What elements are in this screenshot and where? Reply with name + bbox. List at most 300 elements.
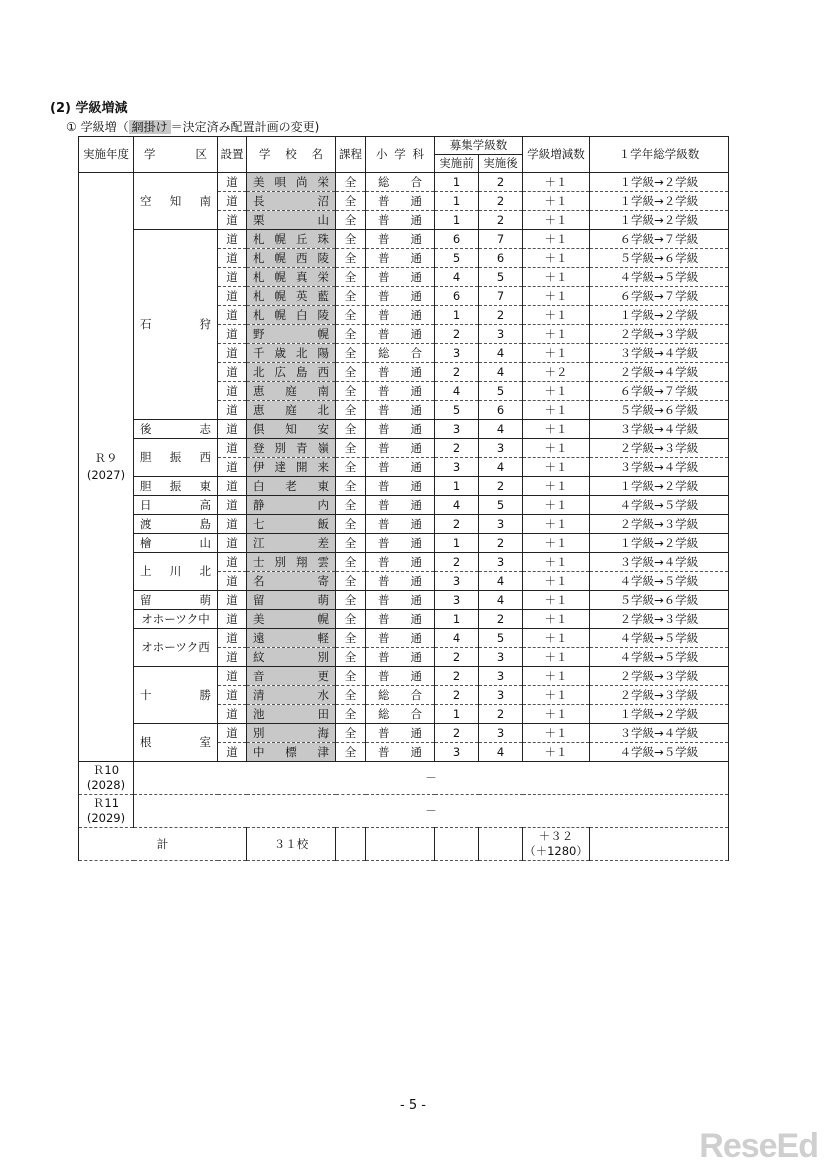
- setup-cell: 道: [218, 401, 247, 420]
- course-cell: 全: [336, 230, 366, 249]
- before-cell: 2: [435, 515, 479, 534]
- setup-cell: 道: [218, 515, 247, 534]
- course-cell: 全: [336, 743, 366, 762]
- school-name-cell: 札 幌 白 陵: [247, 306, 336, 325]
- district-cell: オホーツク西: [134, 629, 218, 667]
- district-cell: 上 川 北: [134, 553, 218, 591]
- dept-cell: 普 通: [366, 629, 435, 648]
- after-cell: 6: [479, 401, 523, 420]
- after-cell: 4: [479, 344, 523, 363]
- change-cell: ＋１: [523, 534, 590, 553]
- col-district: 学 区: [134, 137, 218, 173]
- course-cell: 全: [336, 439, 366, 458]
- dept-cell: 普 通: [366, 192, 435, 211]
- after-cell: 4: [479, 572, 523, 591]
- setup-cell: 道: [218, 572, 247, 591]
- before-cell: 2: [435, 667, 479, 686]
- subheading-suffix: ＝決定済み配置計画の変更): [170, 120, 320, 134]
- district-cell: 十 勝: [134, 667, 218, 724]
- before-cell: 1: [435, 705, 479, 724]
- change-cell: ＋１: [523, 515, 590, 534]
- col-year: 実施年度: [79, 137, 134, 173]
- table-row: [79, 439, 729, 458]
- course-cell: 全: [336, 344, 366, 363]
- class-increase-table: [78, 136, 729, 861]
- district-cell: 檜 山: [134, 534, 218, 553]
- col-setup: 設置: [218, 137, 247, 173]
- before-cell: 3: [435, 458, 479, 477]
- dept-cell: 普 通: [366, 268, 435, 287]
- setup-cell: 道: [218, 173, 247, 192]
- district-cell: 胆 振 東: [134, 477, 218, 496]
- after-cell: 3: [479, 515, 523, 534]
- col-dept: 小 学 科: [366, 137, 435, 173]
- total-classes-cell: ３学級→４学級: [590, 724, 729, 743]
- empty-year-row: [79, 795, 729, 828]
- empty-year-row: [79, 762, 729, 795]
- before-cell: 5: [435, 249, 479, 268]
- total-schools: ３１校: [247, 828, 336, 861]
- total-classes-cell: ２学級→３学級: [590, 610, 729, 629]
- total-classes-cell: ３学級→４学級: [590, 553, 729, 572]
- course-cell: 全: [336, 553, 366, 572]
- dept-cell: 普 通: [366, 648, 435, 667]
- section-heading: (2) 学級増減: [50, 101, 128, 116]
- after-cell: 2: [479, 192, 523, 211]
- table-row: [79, 230, 729, 249]
- table-row: [79, 610, 729, 629]
- dept-cell: 普 通: [366, 515, 435, 534]
- course-cell: 全: [336, 572, 366, 591]
- blank-cell: [366, 828, 435, 861]
- dept-cell: 普 通: [366, 420, 435, 439]
- school-name-cell: 江 差: [247, 534, 336, 553]
- before-cell: 1: [435, 534, 479, 553]
- after-cell: 3: [479, 667, 523, 686]
- school-name-cell: 池 田: [247, 705, 336, 724]
- course-cell: 全: [336, 515, 366, 534]
- school-name-cell: 静 内: [247, 496, 336, 515]
- total-classes-cell: ４学級→５学級: [590, 268, 729, 287]
- total-classes-cell: ３学級→４学級: [590, 420, 729, 439]
- school-name-cell: 恵 庭 北: [247, 401, 336, 420]
- dept-cell: 普 通: [366, 401, 435, 420]
- total-classes-cell: ３学級→４学級: [590, 344, 729, 363]
- course-cell: 全: [336, 249, 366, 268]
- change-cell: ＋１: [523, 211, 590, 230]
- col-school: 学 校 名: [247, 137, 336, 173]
- change-cell: ＋１: [523, 629, 590, 648]
- after-cell: 2: [479, 705, 523, 724]
- total-classes-cell: １学級→２学級: [590, 477, 729, 496]
- setup-cell: 道: [218, 553, 247, 572]
- total-classes-cell: １学級→２学級: [590, 173, 729, 192]
- course-cell: 全: [336, 173, 366, 192]
- dept-cell: 普 通: [366, 211, 435, 230]
- dept-cell: 普 通: [366, 534, 435, 553]
- before-cell: 4: [435, 382, 479, 401]
- total-classes-cell: ２学級→３学級: [590, 667, 729, 686]
- course-cell: 全: [336, 496, 366, 515]
- course-cell: 全: [336, 306, 366, 325]
- before-cell: 3: [435, 743, 479, 762]
- total-classes-cell: ５学級→６学級: [590, 591, 729, 610]
- school-name-cell: 七 飯: [247, 515, 336, 534]
- table-row: [79, 724, 729, 743]
- empty-value-cell: －: [134, 762, 729, 795]
- change-cell: ＋１: [523, 325, 590, 344]
- setup-cell: 道: [218, 325, 247, 344]
- total-classes-cell: １学級→２学級: [590, 534, 729, 553]
- school-name-cell: 美 唄 尚 栄: [247, 173, 336, 192]
- change-cell: ＋１: [523, 458, 590, 477]
- change-cell: ＋１: [523, 610, 590, 629]
- change-cell: ＋１: [523, 173, 590, 192]
- setup-cell: 道: [218, 648, 247, 667]
- course-cell: 全: [336, 705, 366, 724]
- change-cell: ＋１: [523, 249, 590, 268]
- school-name-cell: 札 幌 真 栄: [247, 268, 336, 287]
- after-cell: 5: [479, 629, 523, 648]
- col-change: 学級増減数: [523, 137, 590, 173]
- table-row: [79, 515, 729, 534]
- course-cell: 全: [336, 382, 366, 401]
- district-cell: 後 志: [134, 420, 218, 439]
- setup-cell: 道: [218, 192, 247, 211]
- course-cell: 全: [336, 477, 366, 496]
- school-name-cell: 千 歳 北 陽: [247, 344, 336, 363]
- total-classes-cell: ２学級→３学級: [590, 686, 729, 705]
- empty-value-cell: －: [134, 795, 729, 828]
- total-classes-cell: ４学級→５学級: [590, 572, 729, 591]
- setup-cell: 道: [218, 382, 247, 401]
- after-cell: 2: [479, 477, 523, 496]
- setup-cell: 道: [218, 705, 247, 724]
- after-cell: 7: [479, 230, 523, 249]
- setup-cell: 道: [218, 268, 247, 287]
- before-cell: 6: [435, 287, 479, 306]
- change-cell: ＋１: [523, 553, 590, 572]
- change-cell: ＋２: [523, 363, 590, 382]
- total-classes-cell: ４学級→５学級: [590, 648, 729, 667]
- setup-cell: 道: [218, 610, 247, 629]
- change-cell: ＋１: [523, 401, 590, 420]
- after-cell: 2: [479, 534, 523, 553]
- district-cell: 日 高: [134, 496, 218, 515]
- col-course: 課程: [336, 137, 366, 173]
- change-cell: ＋１: [523, 306, 590, 325]
- blank-cell: [479, 828, 523, 861]
- before-cell: 1: [435, 306, 479, 325]
- dept-cell: 総 合: [366, 686, 435, 705]
- table-row: [79, 553, 729, 572]
- change-cell: ＋１: [523, 192, 590, 211]
- dept-cell: 普 通: [366, 610, 435, 629]
- district-cell: オホーツク中: [134, 610, 218, 629]
- after-cell: 4: [479, 591, 523, 610]
- page-number: - 5 -: [400, 1098, 426, 1113]
- before-cell: 2: [435, 686, 479, 705]
- total-classes-cell: ５学級→６学級: [590, 249, 729, 268]
- col-before: 実施前: [435, 155, 479, 173]
- total-classes-cell: １学級→２学級: [590, 705, 729, 724]
- before-cell: 1: [435, 477, 479, 496]
- blank-cell: [435, 828, 479, 861]
- dept-cell: 総 合: [366, 173, 435, 192]
- before-cell: 2: [435, 363, 479, 382]
- dept-cell: 普 通: [366, 553, 435, 572]
- total-classes-cell: ５学級→６学級: [590, 401, 729, 420]
- dept-cell: 普 通: [366, 496, 435, 515]
- change-cell: ＋１: [523, 667, 590, 686]
- after-cell: 2: [479, 211, 523, 230]
- after-cell: 3: [479, 648, 523, 667]
- table-row: [79, 173, 729, 192]
- table-row: [79, 496, 729, 515]
- setup-cell: 道: [218, 230, 247, 249]
- setup-cell: 道: [218, 667, 247, 686]
- dept-cell: 普 通: [366, 743, 435, 762]
- before-cell: 1: [435, 192, 479, 211]
- after-cell: 3: [479, 439, 523, 458]
- total-classes-cell: ６学級→７学級: [590, 382, 729, 401]
- district-cell: 留 萌: [134, 591, 218, 610]
- resed-logo: ReseEd: [699, 1127, 818, 1165]
- before-cell: 2: [435, 553, 479, 572]
- school-name-cell: 美 幌: [247, 610, 336, 629]
- school-name-cell: 野 幌: [247, 325, 336, 344]
- setup-cell: 道: [218, 363, 247, 382]
- course-cell: 全: [336, 268, 366, 287]
- change-cell: ＋１: [523, 705, 590, 724]
- school-name-cell: 音 更: [247, 667, 336, 686]
- course-cell: 全: [336, 534, 366, 553]
- change-cell: ＋１: [523, 477, 590, 496]
- change-cell: ＋１: [523, 439, 590, 458]
- col-after: 実施後: [479, 155, 523, 173]
- course-cell: 全: [336, 401, 366, 420]
- district-cell: 空 知 南: [134, 173, 218, 230]
- course-cell: 全: [336, 363, 366, 382]
- before-cell: 2: [435, 325, 479, 344]
- after-cell: 3: [479, 724, 523, 743]
- before-cell: 3: [435, 344, 479, 363]
- course-cell: 全: [336, 192, 366, 211]
- dept-cell: 普 通: [366, 591, 435, 610]
- setup-cell: 道: [218, 629, 247, 648]
- dept-cell: 普 通: [366, 439, 435, 458]
- district-cell: 胆 振 西: [134, 439, 218, 477]
- dept-cell: 普 通: [366, 477, 435, 496]
- total-classes-cell: ４学級→５学級: [590, 743, 729, 762]
- after-cell: 3: [479, 325, 523, 344]
- blank-cell: [336, 828, 366, 861]
- dept-cell: 普 通: [366, 287, 435, 306]
- before-cell: 1: [435, 610, 479, 629]
- total-classes-cell: １学級→２学級: [590, 306, 729, 325]
- setup-cell: 道: [218, 458, 247, 477]
- course-cell: 全: [336, 667, 366, 686]
- before-cell: 5: [435, 401, 479, 420]
- change-cell: ＋１: [523, 591, 590, 610]
- table-header: [79, 137, 729, 173]
- change-cell: ＋１: [523, 496, 590, 515]
- total-classes-cell: ２学級→３学級: [590, 439, 729, 458]
- before-cell: 3: [435, 420, 479, 439]
- before-cell: 1: [435, 173, 479, 192]
- school-name-cell: 遠 軽: [247, 629, 336, 648]
- course-cell: 全: [336, 325, 366, 344]
- subheading-prefix: ① 学級増（: [66, 120, 129, 134]
- school-name-cell: 清 水: [247, 686, 336, 705]
- setup-cell: 道: [218, 591, 247, 610]
- dept-cell: 普 通: [366, 325, 435, 344]
- after-cell: 5: [479, 382, 523, 401]
- course-cell: 全: [336, 420, 366, 439]
- total-classes-cell: ２学級→３学級: [590, 325, 729, 344]
- after-cell: 2: [479, 173, 523, 192]
- school-name-cell: 白 老 東: [247, 477, 336, 496]
- after-cell: 5: [479, 496, 523, 515]
- course-cell: 全: [336, 610, 366, 629]
- after-cell: 2: [479, 306, 523, 325]
- district-cell: 渡 島: [134, 515, 218, 534]
- setup-cell: 道: [218, 306, 247, 325]
- change-cell: ＋１: [523, 686, 590, 705]
- blank-cell: [590, 828, 729, 861]
- dept-cell: 普 通: [366, 306, 435, 325]
- table-row: [79, 534, 729, 553]
- school-name-cell: 留 萌: [247, 591, 336, 610]
- setup-cell: 道: [218, 287, 247, 306]
- dept-cell: 普 通: [366, 363, 435, 382]
- after-cell: 3: [479, 686, 523, 705]
- school-name-cell: 名 寄: [247, 572, 336, 591]
- change-cell: ＋１: [523, 268, 590, 287]
- after-cell: 4: [479, 458, 523, 477]
- col-recruit: 募集学級数: [435, 137, 523, 155]
- school-name-cell: 伊 達 開 来: [247, 458, 336, 477]
- subsection-heading: [66, 118, 319, 135]
- change-cell: ＋１: [523, 724, 590, 743]
- course-cell: 全: [336, 629, 366, 648]
- school-name-cell: 札 幌 西 陵: [247, 249, 336, 268]
- year-cell: Ｒ９ (2027): [79, 173, 134, 762]
- course-cell: 全: [336, 211, 366, 230]
- total-classes-cell: ６学級→７学級: [590, 230, 729, 249]
- dept-cell: 普 通: [366, 667, 435, 686]
- dept-cell: 普 通: [366, 230, 435, 249]
- setup-cell: 道: [218, 724, 247, 743]
- total-row: [79, 828, 729, 861]
- total-label: 計: [79, 828, 247, 861]
- after-cell: 4: [479, 363, 523, 382]
- change-cell: ＋１: [523, 230, 590, 249]
- course-cell: 全: [336, 648, 366, 667]
- col-total: １学年総学級数: [590, 137, 729, 173]
- before-cell: 4: [435, 496, 479, 515]
- course-cell: 全: [336, 591, 366, 610]
- total-classes-cell: １学級→２学級: [590, 192, 729, 211]
- school-name-cell: 恵 庭 南: [247, 382, 336, 401]
- setup-cell: 道: [218, 420, 247, 439]
- change-cell: ＋１: [523, 743, 590, 762]
- before-cell: 4: [435, 629, 479, 648]
- year-cell: Ｒ10 (2028): [79, 762, 134, 795]
- course-cell: 全: [336, 458, 366, 477]
- school-name-cell: 中 標 津: [247, 743, 336, 762]
- table-body: [79, 173, 729, 861]
- change-cell: ＋１: [523, 382, 590, 401]
- change-cell: ＋１: [523, 648, 590, 667]
- setup-cell: 道: [218, 686, 247, 705]
- district-cell: 根 室: [134, 724, 218, 762]
- setup-cell: 道: [218, 534, 247, 553]
- school-name-cell: 別 海: [247, 724, 336, 743]
- school-name-cell: 札 幌 英 藍: [247, 287, 336, 306]
- setup-cell: 道: [218, 211, 247, 230]
- dept-cell: 普 通: [366, 249, 435, 268]
- after-cell: 4: [479, 743, 523, 762]
- total-classes-cell: ２学級→４学級: [590, 363, 729, 382]
- course-cell: 全: [336, 724, 366, 743]
- before-cell: 3: [435, 572, 479, 591]
- after-cell: 6: [479, 249, 523, 268]
- total-classes-cell: ３学級→４学級: [590, 458, 729, 477]
- dept-cell: 普 通: [366, 458, 435, 477]
- dept-cell: 普 通: [366, 724, 435, 743]
- before-cell: 2: [435, 648, 479, 667]
- total-classes-cell: １学級→２学級: [590, 211, 729, 230]
- setup-cell: 道: [218, 249, 247, 268]
- change-cell: ＋１: [523, 287, 590, 306]
- course-cell: 全: [336, 287, 366, 306]
- legend-shaded-sample: 網掛け: [129, 120, 171, 134]
- after-cell: 7: [479, 287, 523, 306]
- dept-cell: 総 合: [366, 705, 435, 724]
- dept-cell: 総 合: [366, 344, 435, 363]
- table-row: [79, 591, 729, 610]
- before-cell: 4: [435, 268, 479, 287]
- setup-cell: 道: [218, 477, 247, 496]
- setup-cell: 道: [218, 344, 247, 363]
- after-cell: 5: [479, 268, 523, 287]
- table-row: [79, 420, 729, 439]
- school-name-cell: 長 沼: [247, 192, 336, 211]
- after-cell: 2: [479, 610, 523, 629]
- total-classes-cell: ２学級→３学級: [590, 515, 729, 534]
- school-name-cell: 紋 別: [247, 648, 336, 667]
- before-cell: 2: [435, 724, 479, 743]
- table-row: [79, 477, 729, 496]
- change-cell: ＋１: [523, 344, 590, 363]
- total-classes-cell: ６学級→７学級: [590, 287, 729, 306]
- school-name-cell: 倶 知 安: [247, 420, 336, 439]
- setup-cell: 道: [218, 743, 247, 762]
- district-cell: 石 狩: [134, 230, 218, 420]
- setup-cell: 道: [218, 439, 247, 458]
- before-cell: 1: [435, 211, 479, 230]
- before-cell: 6: [435, 230, 479, 249]
- total-classes-cell: ４学級→５学級: [590, 629, 729, 648]
- after-cell: 4: [479, 420, 523, 439]
- before-cell: 3: [435, 591, 479, 610]
- after-cell: 3: [479, 553, 523, 572]
- school-name-cell: 栗 山: [247, 211, 336, 230]
- school-name-cell: 士 別 翔 雲: [247, 553, 336, 572]
- school-name-cell: 北 広 島 西: [247, 363, 336, 382]
- setup-cell: 道: [218, 496, 247, 515]
